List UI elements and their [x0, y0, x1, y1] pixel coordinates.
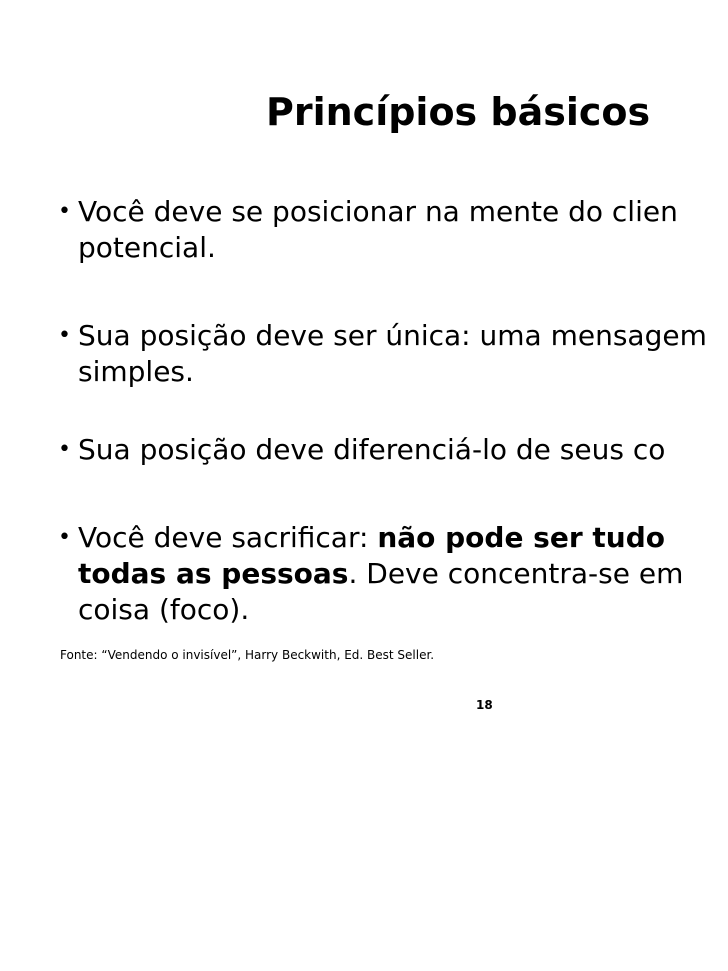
bullet-line: Você deve se posicionar na mente do clien — [78, 195, 678, 228]
bullet-text — [78, 318, 707, 390]
bullet-text — [78, 520, 683, 628]
bullet-text — [78, 194, 678, 266]
bullet-line: simples. — [78, 355, 194, 388]
slide-title: Princípios básicos — [266, 90, 651, 134]
bullet-text — [78, 432, 665, 468]
bullet-line: Sua posição deve ser única: uma mensagem — [78, 319, 707, 352]
bullet-line: Sua posição deve diferenciá-lo de seus co — [78, 433, 666, 466]
bullet-line — [78, 520, 683, 556]
bullet-text-bold: não pode ser tudo — [377, 521, 665, 554]
bullet-text-bold: todas as pessoas — [78, 557, 349, 590]
bullet-marker: • — [58, 437, 71, 462]
bullet-marker: • — [58, 525, 71, 550]
bullet-line: potencial. — [78, 231, 216, 264]
bullet-text-normal: Você deve sacrificar: — [78, 521, 378, 554]
bullet-marker: • — [58, 323, 71, 348]
bullet-line: coisa (foco). — [78, 593, 250, 626]
source-citation: Fonte: “Vendendo o invisível”, Harry Beckwith, Ed. Best Seller. — [60, 648, 435, 662]
bullet-marker: • — [58, 199, 71, 224]
page-number: 18 — [476, 698, 493, 712]
bullet-text-normal: . Deve concentra-se em — [348, 557, 684, 590]
bullet-line — [78, 556, 683, 592]
